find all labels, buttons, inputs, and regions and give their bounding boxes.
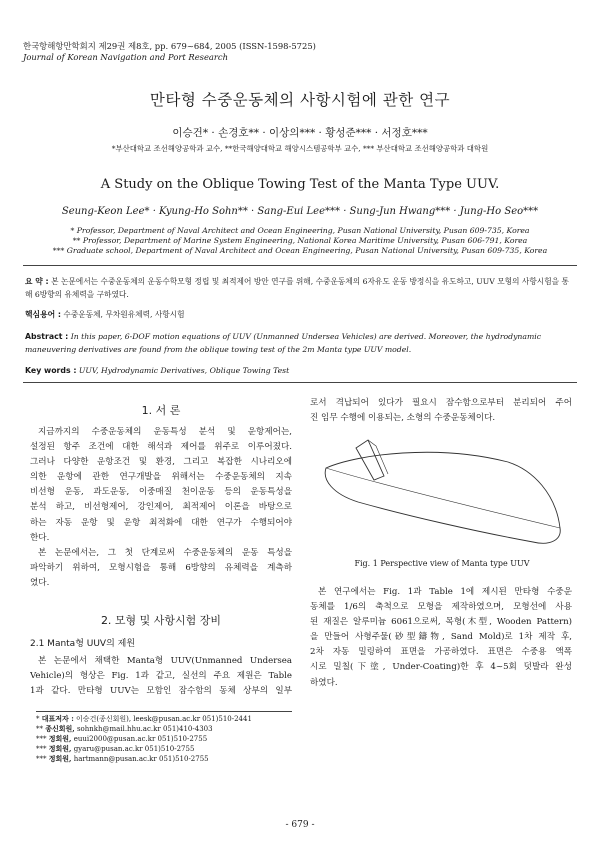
footnote-mark: ***: [36, 745, 47, 753]
figure-1-caption: Fig. 1 Perspective view of Manta type UUV: [354, 559, 530, 568]
footnote-mark: **: [36, 725, 43, 733]
section-1-line: 의한 운항에 관한 연구개발을 위해서는 수중운동체의 지속: [30, 472, 292, 483]
right-body-line: 2차 자동 밀링하여 표면을 가공하였다. 표면은 수중용 액폭: [310, 647, 572, 658]
footnote-rule: [36, 711, 292, 712]
title-korean: 만타형 수중운동체의 사항시험에 관한 연구: [149, 91, 451, 109]
footnote-item: [36, 754, 252, 764]
right-column-top: [310, 396, 572, 426]
footnote-item: [36, 714, 252, 724]
footnote-mark: ***: [36, 755, 47, 763]
affiliations-korean: *부산대학교 조선해양공학과 교수, **한국해양대학교 해양시스템공학부 교수, *** 부산대학교 조선해양공학과 대학원: [111, 144, 489, 153]
right-body-line: 하였다.: [310, 677, 338, 688]
authors-english: Seung-Keon Lee* · Kyung-Ho Sohn** · Sang-Eui Lee*** · Sung-Jun Hwang*** · Jung-Ho Seo***: [61, 206, 539, 217]
journal-header-ko: 한국항해항만학회지 제29권 제8호, pp. 679~684, 2005 (ISSN-1598-5725): [23, 41, 316, 51]
section-1-line: 지금까지의 수중운동체의 운동특성 분석 및 운항제어는,: [38, 427, 292, 437]
footnote-text: hartmann@pusan.ac.kr 051)510-2755: [73, 755, 209, 763]
right-body-line: 동체를 1/6의 축척으로 모형을 제작하였으며, 모형선에 사용: [310, 602, 572, 613]
section-1-line: 본 논문에서는, 그 첫 단계로써 수중운동체의 운동 특성을: [38, 547, 292, 558]
footnote-text: euui2000@pusan.ac.kr 051)510-2755: [73, 735, 208, 743]
footnote-role: 정회원,: [48, 744, 72, 753]
footnote-role: 정회원,: [48, 734, 72, 743]
keywords-ko-text: 수중운동체, 무차원유체력, 사항시험: [63, 310, 185, 319]
footnotes: [36, 714, 252, 764]
authors-korean: 이승건* · 손경호** · 이상의*** · 황성준*** · 서정호***: [172, 127, 428, 139]
footnote-text: gyaru@pusan.ac.kr 051)510-2755: [73, 745, 195, 753]
abstract-en-text: In this paper, 6-DOF motion equations of UUV (Unmanned Undersea Vehicles) are derived. Moreover, the hydrodynamic maneuvering derivatives are found from the oblique towing test of the 2m Manta type UUV model.: [25, 332, 541, 354]
section-1-line: 파악하기 위하여, 모형시험을 통해 6방향의 유체력을 계측하: [30, 562, 292, 573]
abstract-english: [25, 330, 575, 356]
section-2-line: 1과 같다. 만타형 UUV는 모함인 잠수함의 동체 상부의 일부: [30, 686, 292, 697]
section-2-line: 본 논문에서 채택한 Manta형 UUV(Unmanned Undersea: [38, 656, 292, 666]
keywords-korean: [25, 308, 575, 321]
title-english: A Study on the Oblique Towing Test of the Manta Type UUV.: [100, 177, 500, 192]
right-body-line: 본 연구에서는 Fig. 1과 Table 1에 제시된 만타형 수중운: [318, 587, 572, 597]
section-2-line: Vehicle)의 형상은 Fig. 1과 같고, 실선의 주요 제원은 Table: [30, 671, 292, 682]
section-2-body: [30, 654, 292, 699]
manta-uuv-figure: [318, 436, 568, 551]
keywords-en-text: UUV, Hydrodynamic Derivatives, Oblique Towing Test: [78, 366, 290, 375]
footnote-item: [36, 724, 252, 734]
footnote-mark: ***: [36, 735, 47, 743]
section-1-line: 그러나 다양한 운항조건 및 환경, 그리고 복잡한 시나리오에: [30, 457, 292, 468]
section-1-heading: 1. 서 론: [141, 404, 181, 417]
right-top-line: 진 임무 수행에 이용되는, 소형의 수중운동체이다.: [310, 413, 496, 424]
footnote-text: 이승건(종신회원), leesk@pusan.ac.kr 051)510-2441: [76, 715, 252, 723]
right-body-line: 시로 밀칠(下塗, Under-Coating)한 후 4~5회 덧발라 완성: [310, 662, 572, 673]
affiliation-en-1: * Professor, Department of Naval Architect and Ocean Engineering, Pusan National University, Pusan 609-735, Korea: [70, 226, 530, 235]
section-1-line: 한다.: [30, 532, 50, 543]
section-2-heading: 2. 모형 및 사항시험 장비: [100, 614, 222, 627]
abstract-top-rule: [23, 265, 577, 266]
section-1-line: 설정된 항주 조건에 대한 해석과 제어를 위주로 이루어졌다.: [30, 442, 292, 453]
footnote-role: 정회원,: [48, 754, 72, 763]
right-body-line: 을 만들어 사형주물(砂型鑄物, Sand Mold)로 1차 제작 후,: [310, 632, 572, 643]
section-1-line: 분석 하고, 비선형제어, 강인제어, 최적제어 이론을 바탕으로: [30, 502, 292, 513]
right-column-body: [310, 585, 572, 691]
keywords-ko-label: 핵심용어 :: [25, 310, 61, 319]
section-1-body: [30, 425, 292, 591]
section-1-line: 비선형 운동, 과도운동, 이중매질 천이운동 등의 운동특성을: [30, 487, 292, 498]
abstract-ko-label: 요 약 :: [25, 277, 49, 286]
footnote-text: sohnkh@mail.hhu.ac.kr 051)410-4303: [76, 725, 213, 733]
section-1-line: 하는 자동 운항 및 운항 최적화에 대한 연구가 수행되어야: [30, 517, 292, 528]
abstract-ko-text: 본 논문에서는 수중운동체의 운동수학모형 정립 및 최적제어 방안 연구를 위해, 수중운동체의 6자유도 운동 방정식을 유도하고, UUV 모형의 사항시험을 통해 6방향의 유체력을 구하였다.: [25, 277, 569, 299]
hull-outline: [325, 452, 560, 543]
keywords-english: [25, 364, 575, 377]
affiliation-en-3: *** Graduate school, Department of Naval Architect and Ocean Engineering, Pusan National University, Pusan 609-735, Korea: [52, 246, 548, 255]
keywords-en-label: Key words :: [25, 366, 77, 375]
right-top-line: 로서 격납되어 있다가 필요시 잠수함으로부터 분리되어 주어: [310, 398, 572, 408]
hull-midline: [326, 468, 560, 528]
journal-header-en: Journal of Korean Navigation and Port Research: [23, 52, 229, 62]
affiliation-en-2: ** Professor, Department of Marine System Engineering, National Korea Maritime University, Pusan 606-791, Korea: [72, 236, 528, 245]
page-number: - 679 -: [285, 820, 315, 830]
footnote-item: [36, 734, 252, 744]
abstract-bottom-rule: [23, 382, 577, 383]
sail-fin-edge: [368, 440, 388, 474]
footnote-role: 대표저자 :: [41, 714, 74, 723]
right-body-line: 된 재질은 알루미늄 6061으로써, 목형(木型, Wooden Pattern): [310, 617, 572, 628]
abstract-korean: [25, 275, 575, 301]
sail-fin: [356, 440, 384, 480]
abstract-en-label: Abstract :: [25, 332, 69, 341]
footnote-role: 종신회원,: [45, 724, 75, 733]
footnote-mark: *: [36, 715, 40, 723]
section-1-line: 였다.: [30, 577, 50, 588]
footnote-item: [36, 744, 252, 754]
subsection-2-1-heading: 2.1 Manta형 UUV의 제원: [30, 639, 136, 649]
